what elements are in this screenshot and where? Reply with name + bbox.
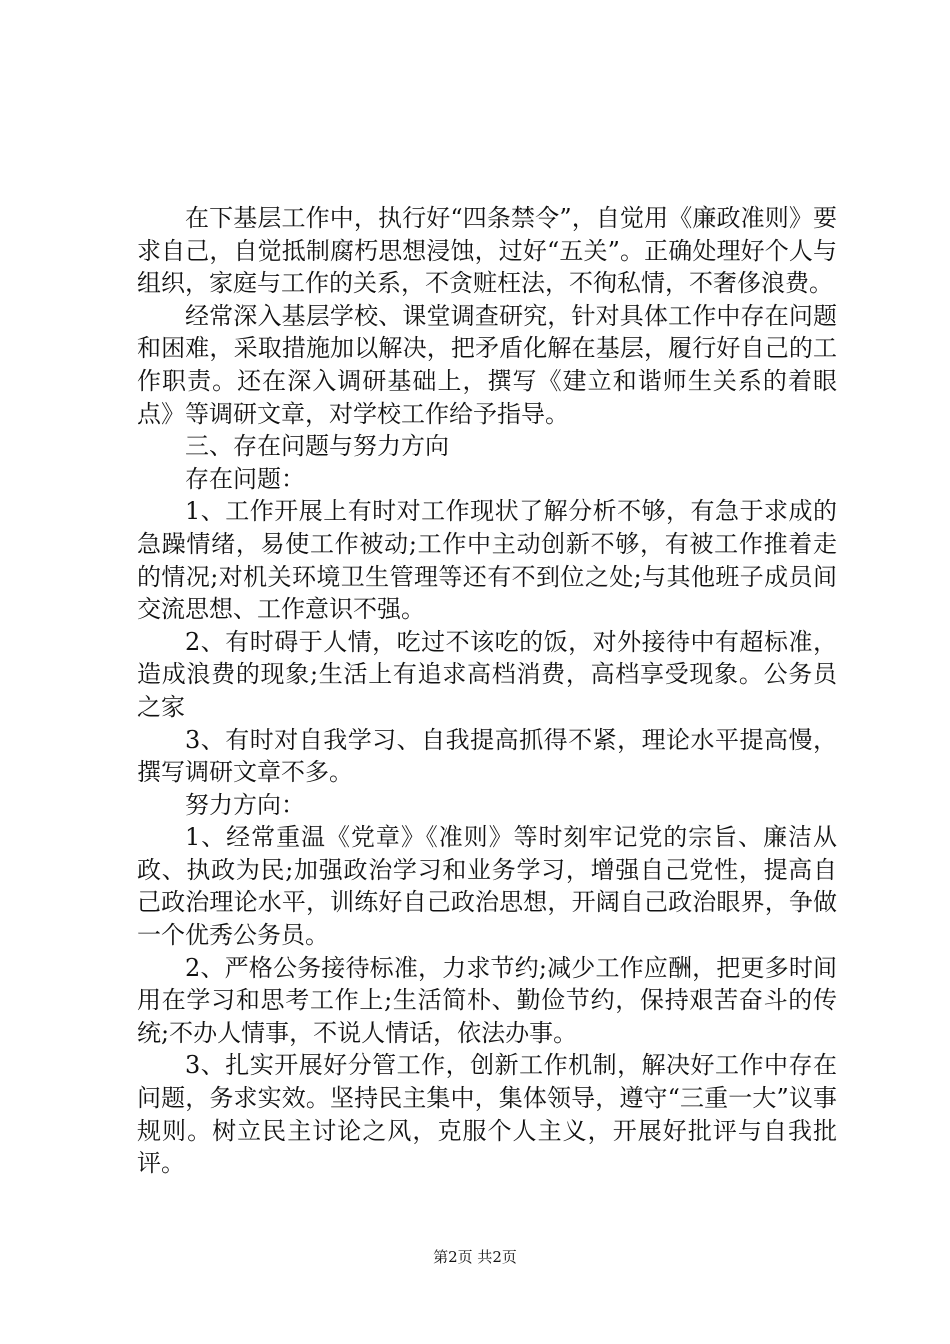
paragraph-grassroots-research: 经常深入基层学校、课堂调查研究，针对具体工作中存在问题和困难，采取措施加以解决，把矛盾化解在基层，履行好自己的工作职责。还在深入调研基础上，撰写《建立和谐师生关系的着眼点》等调研文章，对学校工作给予指导。	[137, 301, 837, 428]
direction-item-1: 1、经常重温《党章》《准则》等时刻牢记党的宗旨、廉洁从政、执政为民;加强政治学习和业务学习，增强自己党性，提高自己政治理论水平，训练好自己政治思想，开阔自己政治眼界，争做一个优秀公务员。	[137, 823, 837, 950]
document-body	[137, 202, 837, 1180]
problem-item-3: 3、有时对自我学习、自我提高抓得不紧，理论水平提高慢，撰写调研文章不多。	[137, 725, 837, 787]
subheading-improvement-directions: 努力方向：	[185, 790, 305, 819]
direction-item-2: 2、严格公务接待标准，力求节约;减少工作应酬，把更多时间用在学习和思考工作上;生活简朴、勤俭节约，保持艰苦奋斗的传统;不办人情事，不说人情话，依法办事。	[137, 953, 837, 1047]
page-number-footer: 第2页 共2页	[433, 1248, 517, 1266]
section-heading-problems-and-directions: 三、存在问题与努力方向	[185, 432, 449, 461]
problem-item-1: 1、工作开展上有时对工作现状了解分析不够，有急于求成的急躁情绪，易使工作被动;工作中主动创新不够，有被工作推着走的情况;对机关环境卫生管理等还有不到位之处;与其他班子成员间交流思想、工作意识不强。	[137, 497, 837, 624]
paragraph-integrity-discipline: 在下基层工作中，执行好“四条禁令”，自觉用《廉政准则》要求自己，自觉抵制腐朽思想浸蚀，过好“五关”。正确处理好个人与组织，家庭与工作的关系，不贪赃枉法，不徇私情，不奢侈浪费。	[137, 204, 837, 298]
direction-item-3: 3、扎实开展好分管工作，创新工作机制，解决好工作中存在问题，务求实效。坚持民主集中，集体领导，遵守“三重一大”议事规则。树立民主讨论之风，克服个人主义，开展好批评与自我批评。	[137, 1051, 837, 1178]
subheading-existing-problems: 存在问题：	[185, 464, 305, 493]
problem-item-2: 2、有时碍于人情，吃过不该吃的饭，对外接待中有超标准，造成浪费的现象;生活上有追求高档消费，高档享受现象。公务员之家	[137, 627, 837, 721]
